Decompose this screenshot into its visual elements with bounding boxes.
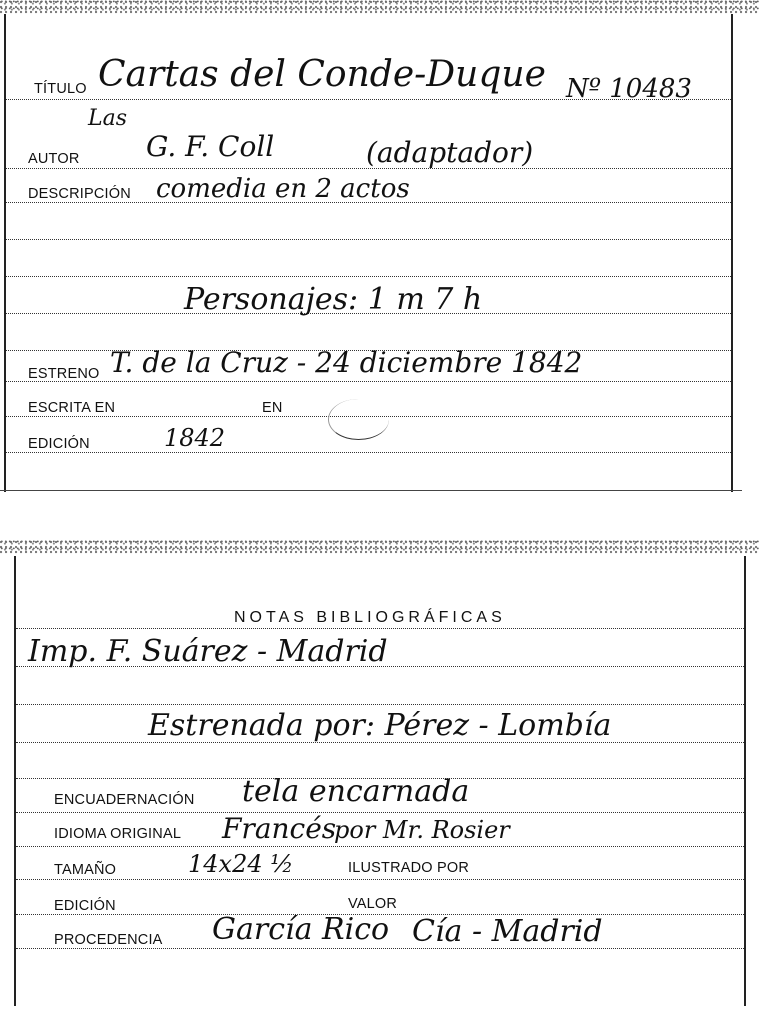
escrita-en-label: ESCRITA EN (28, 400, 116, 416)
procedencia-value: García Rico (212, 912, 390, 947)
autor-role: (adaptador) (366, 136, 534, 169)
tamano-value: 14x24 ½ (188, 850, 294, 878)
personajes-value: Personajes: 1 m 7 h (184, 282, 483, 317)
descripcion-value: comedia en 2 actos (156, 174, 410, 204)
notes-line-2: Estrenada por: Pérez - Lombía (148, 708, 612, 743)
rule-line (16, 948, 744, 949)
idioma-value: Francés (222, 812, 337, 845)
rule-line (16, 812, 744, 813)
rule-line (6, 276, 731, 277)
edicion-bottom-label: EDICIÓN (54, 898, 116, 914)
edicion-label: EDICIÓN (28, 436, 90, 452)
encuadernacion-label: ENCUADERNACIÓN (54, 792, 195, 808)
descripcion-label: DESCRIPCIÓN (28, 186, 131, 202)
procedencia-label: PROCEDENCIA (54, 932, 163, 948)
valor-label: VALOR (348, 896, 398, 912)
catalog-card-bottom (14, 556, 746, 1006)
titulo-label: TÍTULO (34, 81, 87, 97)
ilustrado-label: ILUSTRADO POR (348, 860, 470, 876)
edicion-value: 1842 (164, 424, 226, 452)
autor-label: AUTOR (28, 151, 80, 167)
rule-line (6, 381, 731, 382)
autor-value: G. F. Coll (146, 130, 275, 163)
idioma-por: por Mr. Rosier (334, 816, 510, 844)
idioma-label: IDIOMA ORIGINAL (54, 826, 182, 842)
en-label: EN (262, 400, 283, 416)
catalog-card-top (4, 14, 733, 492)
scan-noise-bottom (0, 540, 759, 554)
rule-line (16, 628, 744, 629)
titulo-value: Cartas del Conde-Duque (98, 54, 546, 95)
tamano-label: TAMAÑO (54, 862, 117, 878)
rule-line (16, 846, 744, 847)
notas-heading: NOTAS BIBLIOGRÁFICAS (234, 609, 506, 626)
rule-line (6, 239, 731, 240)
notes-line-1: Imp. F. Suárez - Madrid (28, 634, 388, 669)
catalog-number: Nº 10483 (566, 74, 692, 104)
rule-line (6, 452, 731, 453)
card-top-bottom-edge (0, 490, 742, 491)
estreno-value: T. de la Cruz - 24 diciembre 1842 (110, 346, 583, 379)
scan-noise-top (0, 0, 759, 14)
rule-line (16, 879, 744, 880)
estreno-label: ESTRENO (28, 366, 100, 382)
rule-line (16, 704, 744, 705)
encuadernacion-value: tela encarnada (242, 774, 470, 809)
titulo-prefix: Las (88, 106, 128, 131)
procedencia-value-2: Cía - Madrid (412, 914, 603, 949)
stamp-mark (328, 399, 389, 440)
